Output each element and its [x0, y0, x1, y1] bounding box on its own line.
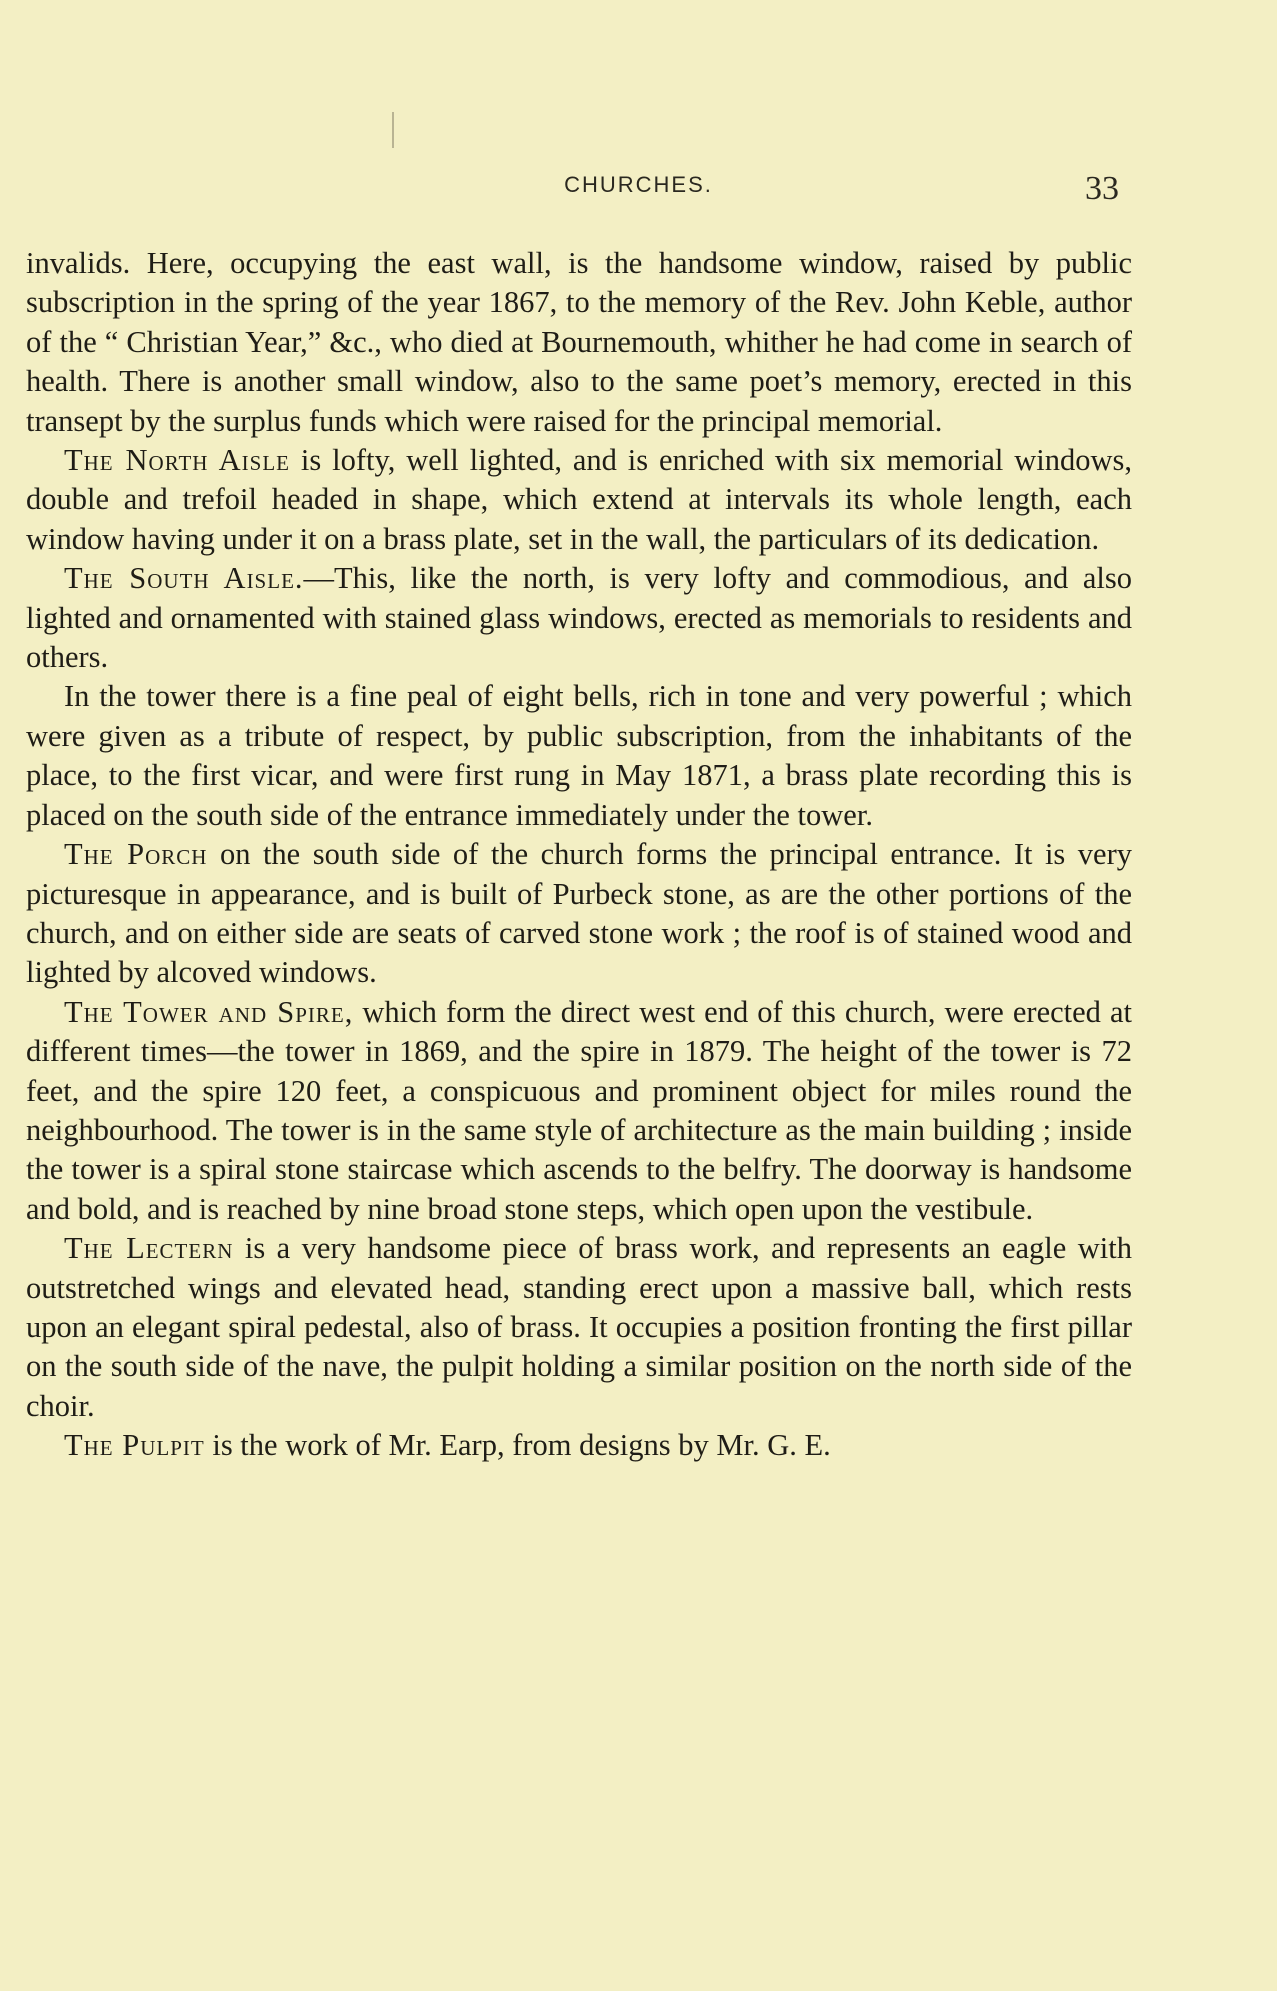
margin-mark [392, 112, 394, 148]
section-lead: The Porch [64, 837, 208, 872]
section-lead: The Lectern [64, 1231, 234, 1266]
section-lead: The South Aisle. [64, 561, 304, 596]
paragraph-keble-window [26, 244, 1132, 441]
paragraph-text: which form the direct west end of this church, were erected at different times—the tower in 1869, and the spire in 1879. The height of the tower is 72 feet, and the spire 120 feet, a conspicuous and prominent object for miles round the neighbourhood. The tower is in the same style of architecture as the main building ; inside the tower is a spiral stone staircase which ascends to the belfry. The doorway is handsome and bold, and is reached by nine broad stone steps, which open upon the vestibule. [26, 994, 1132, 1226]
section-lead: The Tower and Spire, [64, 994, 354, 1029]
paragraph-text: invalids. Here, occupying the east wall, is the handsome window, raised by public subscription in the spring of the year 1867, to the memory of the Rev. John Keble, author of the “ Christian Year,” &c., who died at Bournemouth, whither he had come in search of health. There is another small window, also to the same poet’s memory, erected in this transept by the surplus funds which were raised for the principal memorial. [26, 246, 1132, 438]
paragraph-text: is lofty, well lighted, and is enriched with six memorial windows, double and trefoil headed in shape, which extend at intervals its whole length, each window having under it on a brass plate, set in the wall, the particulars of its dedication. [26, 443, 1132, 556]
paragraph-bells [26, 677, 1132, 835]
paragraph-text: is the work of Mr. Earp, from designs by Mr. G. E. [204, 1428, 831, 1463]
paragraph-north-aisle [26, 441, 1132, 559]
paragraph-porch [26, 835, 1132, 993]
page-number: 33 [1085, 170, 1119, 207]
paragraph-text: on the south side of the church forms the principal entrance. It is very picturesque in appearance, and is built of Purbeck stone, as are the other portions of the church, and on either side are seats of carved stone work ; the roof is of stained wood and lighted by alcoved windows. [26, 837, 1132, 990]
paragraph-pulpit [26, 1426, 1132, 1465]
paragraph-text: In the tower there is a fine peal of eight bells, rich in tone and very powerful ; which were given as a tribute of respect, by public subscription, from the inhabitants of the place, to the first vicar, and were first rung in May 1871, a brass plate recording this is placed on the south side of the entrance immediately under the tower. [26, 679, 1132, 832]
paragraph-tower-spire [26, 993, 1132, 1229]
body-text [26, 244, 1132, 1466]
section-lead: The North Aisle [64, 443, 290, 478]
page-header [0, 170, 1277, 210]
running-title: CHURCHES. [564, 172, 713, 197]
paragraph-text: is a very handsome piece of brass work, and represents an eagle with outstretched wings and elevated head, standing erect upon a massive ball, which rests upon an elegant spiral pedestal, also of brass. It occupies a position fronting the first pillar on the south side of the nave, the pulpit holding a similar position on the north side of the choir. [26, 1231, 1132, 1423]
paragraph-south-aisle [26, 559, 1132, 677]
paragraph-text: —This, like the north, is very lofty and commodious, and also lighted and ornamented with stained glass windows, erected as memorials to residents and others. [26, 561, 1132, 675]
paragraph-lectern [26, 1229, 1132, 1426]
section-lead: The Pulpit [64, 1428, 205, 1463]
